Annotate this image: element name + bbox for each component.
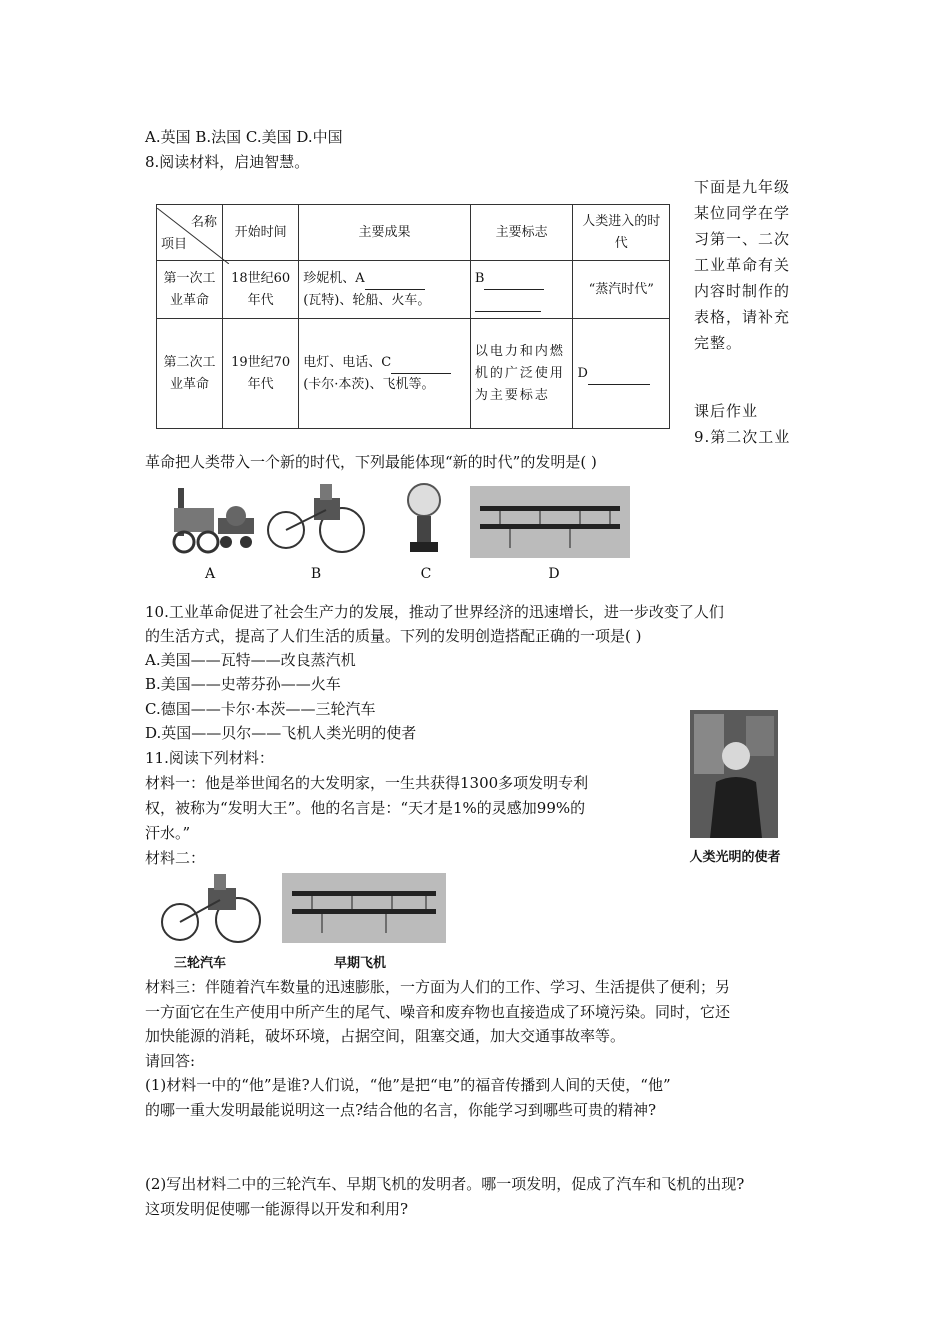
blank-a[interactable] [365, 275, 425, 290]
table-corner: 名称 项目 [157, 205, 223, 261]
three-wheeled-car-figure [266, 476, 366, 560]
edison-photo [690, 710, 778, 838]
q10-line: 的生活方式，提高了人们生活的质量。下列的发明创造搭配正确的一项是( ) [145, 627, 642, 645]
material3-line: 材料三：伴随着汽车数量的迅速膨胀，一方面为人们的工作、学习、生活提供了便利；另 [145, 978, 731, 996]
light-bulb-figure [404, 480, 444, 562]
plane-caption: 早期飞机 [334, 956, 387, 971]
q9-side: 9.第二次工业 [694, 428, 791, 446]
q9-text: 革命把人类带入一个新的时代，下列最能体现“新的时代”的发明是( ) [145, 453, 597, 471]
q10-option-c: C.德国——卡尔·本茨——三轮汽车 [145, 700, 376, 718]
photo-caption: 人类光明的使者 [689, 850, 781, 865]
header-era: 人类进入的时代 [573, 205, 670, 261]
q7-options: A.英国 B.法国 C.美国 D.中国 [145, 128, 343, 146]
label-c: C [420, 566, 432, 582]
material1-line: 权，被称为“发明大王”。他的名言是：“天才是1%的灵感加99%的 [145, 799, 586, 817]
sub-question-2: (2)写出材料二中的三轮汽车、早期飞机的发明者。哪一项发明，促成了汽车和飞机的出现? [145, 1175, 745, 1193]
label-a: A [204, 566, 216, 582]
q11-title: 11.阅读下列材料： [145, 749, 274, 767]
revolution-table [156, 204, 670, 429]
q8-side-text: 下面是九年级 某位同学在学 习第一、二次 工业革命有关 内容时制作的 表格，请补充 完整。 [694, 178, 791, 352]
header-mark: 主要标志 [470, 205, 573, 261]
table-row: 第一次工业革命 18世纪60年代 珍妮机、A (瓦特)、轮船、火车。 B “蒸汽时代” [157, 261, 670, 319]
material1-line: 汗水。” [145, 824, 191, 842]
header-achievements: 主要成果 [299, 205, 471, 261]
q10-option-a: A.美国——瓦特——改良蒸汽机 [145, 651, 356, 669]
steam-locomotive-figure [170, 478, 260, 560]
blank-d[interactable] [588, 370, 650, 385]
blank-c[interactable] [391, 359, 451, 374]
sub-question-2: 这项发明促使哪一能源得以开发和利用? [145, 1200, 409, 1218]
homework-title: 课后作业 [694, 402, 759, 420]
car-caption: 三轮汽车 [174, 956, 227, 971]
material1-line: 材料一：他是举世闻名的大发明家，一生共获得1300多项发明专利 [145, 774, 589, 792]
blank-b2[interactable] [475, 297, 541, 312]
sub-question-1: (1)材料一中的“他”是谁?人们说，“他”是把“电”的福音传播到人间的天使，“他” [145, 1076, 671, 1094]
q8-title: 8.阅读材料，启迪智慧。 [145, 153, 310, 171]
three-wheeled-car-figure-2 [158, 870, 264, 950]
q10-option-d: D.英国——贝尔——飞机人类光明的使者 [145, 724, 417, 742]
early-airplane-figure-2 [282, 873, 446, 943]
label-d: D [548, 566, 560, 582]
q10-line: 10.工业革命促进了社会生产力的发展，推动了世界经济的迅速增长，进一步改变了人们 [145, 603, 724, 621]
answer-prompt: 请回答: [145, 1052, 196, 1070]
material3-line: 一方面它在生产使用中所产生的尾气、噪音和废弃物也直接造成了环境污染。同时，它还 [145, 1003, 731, 1021]
material2-label: 材料二： [145, 849, 206, 867]
material3-line: 加快能源的消耗，破坏环境，占据空间，阻塞交通，加大交通事故率等。 [145, 1027, 626, 1045]
early-airplane-figure [470, 486, 630, 558]
label-b: B [310, 566, 322, 582]
blank-b[interactable] [484, 275, 544, 290]
table-row: 第二次工业革命 19世纪70年代 电灯、电话、C (卡尔·本茨)、飞机等。 以电力和内燃机的广泛使用为主要标志 D [157, 319, 670, 429]
q10-option-b: B.美国——史蒂芬孙——火车 [145, 675, 341, 693]
sub-question-1: 的哪一重大发明最能说明这一点?结合他的名言，你能学习到哪些可贵的精神? [145, 1101, 657, 1119]
header-time: 开始时间 [223, 205, 299, 261]
